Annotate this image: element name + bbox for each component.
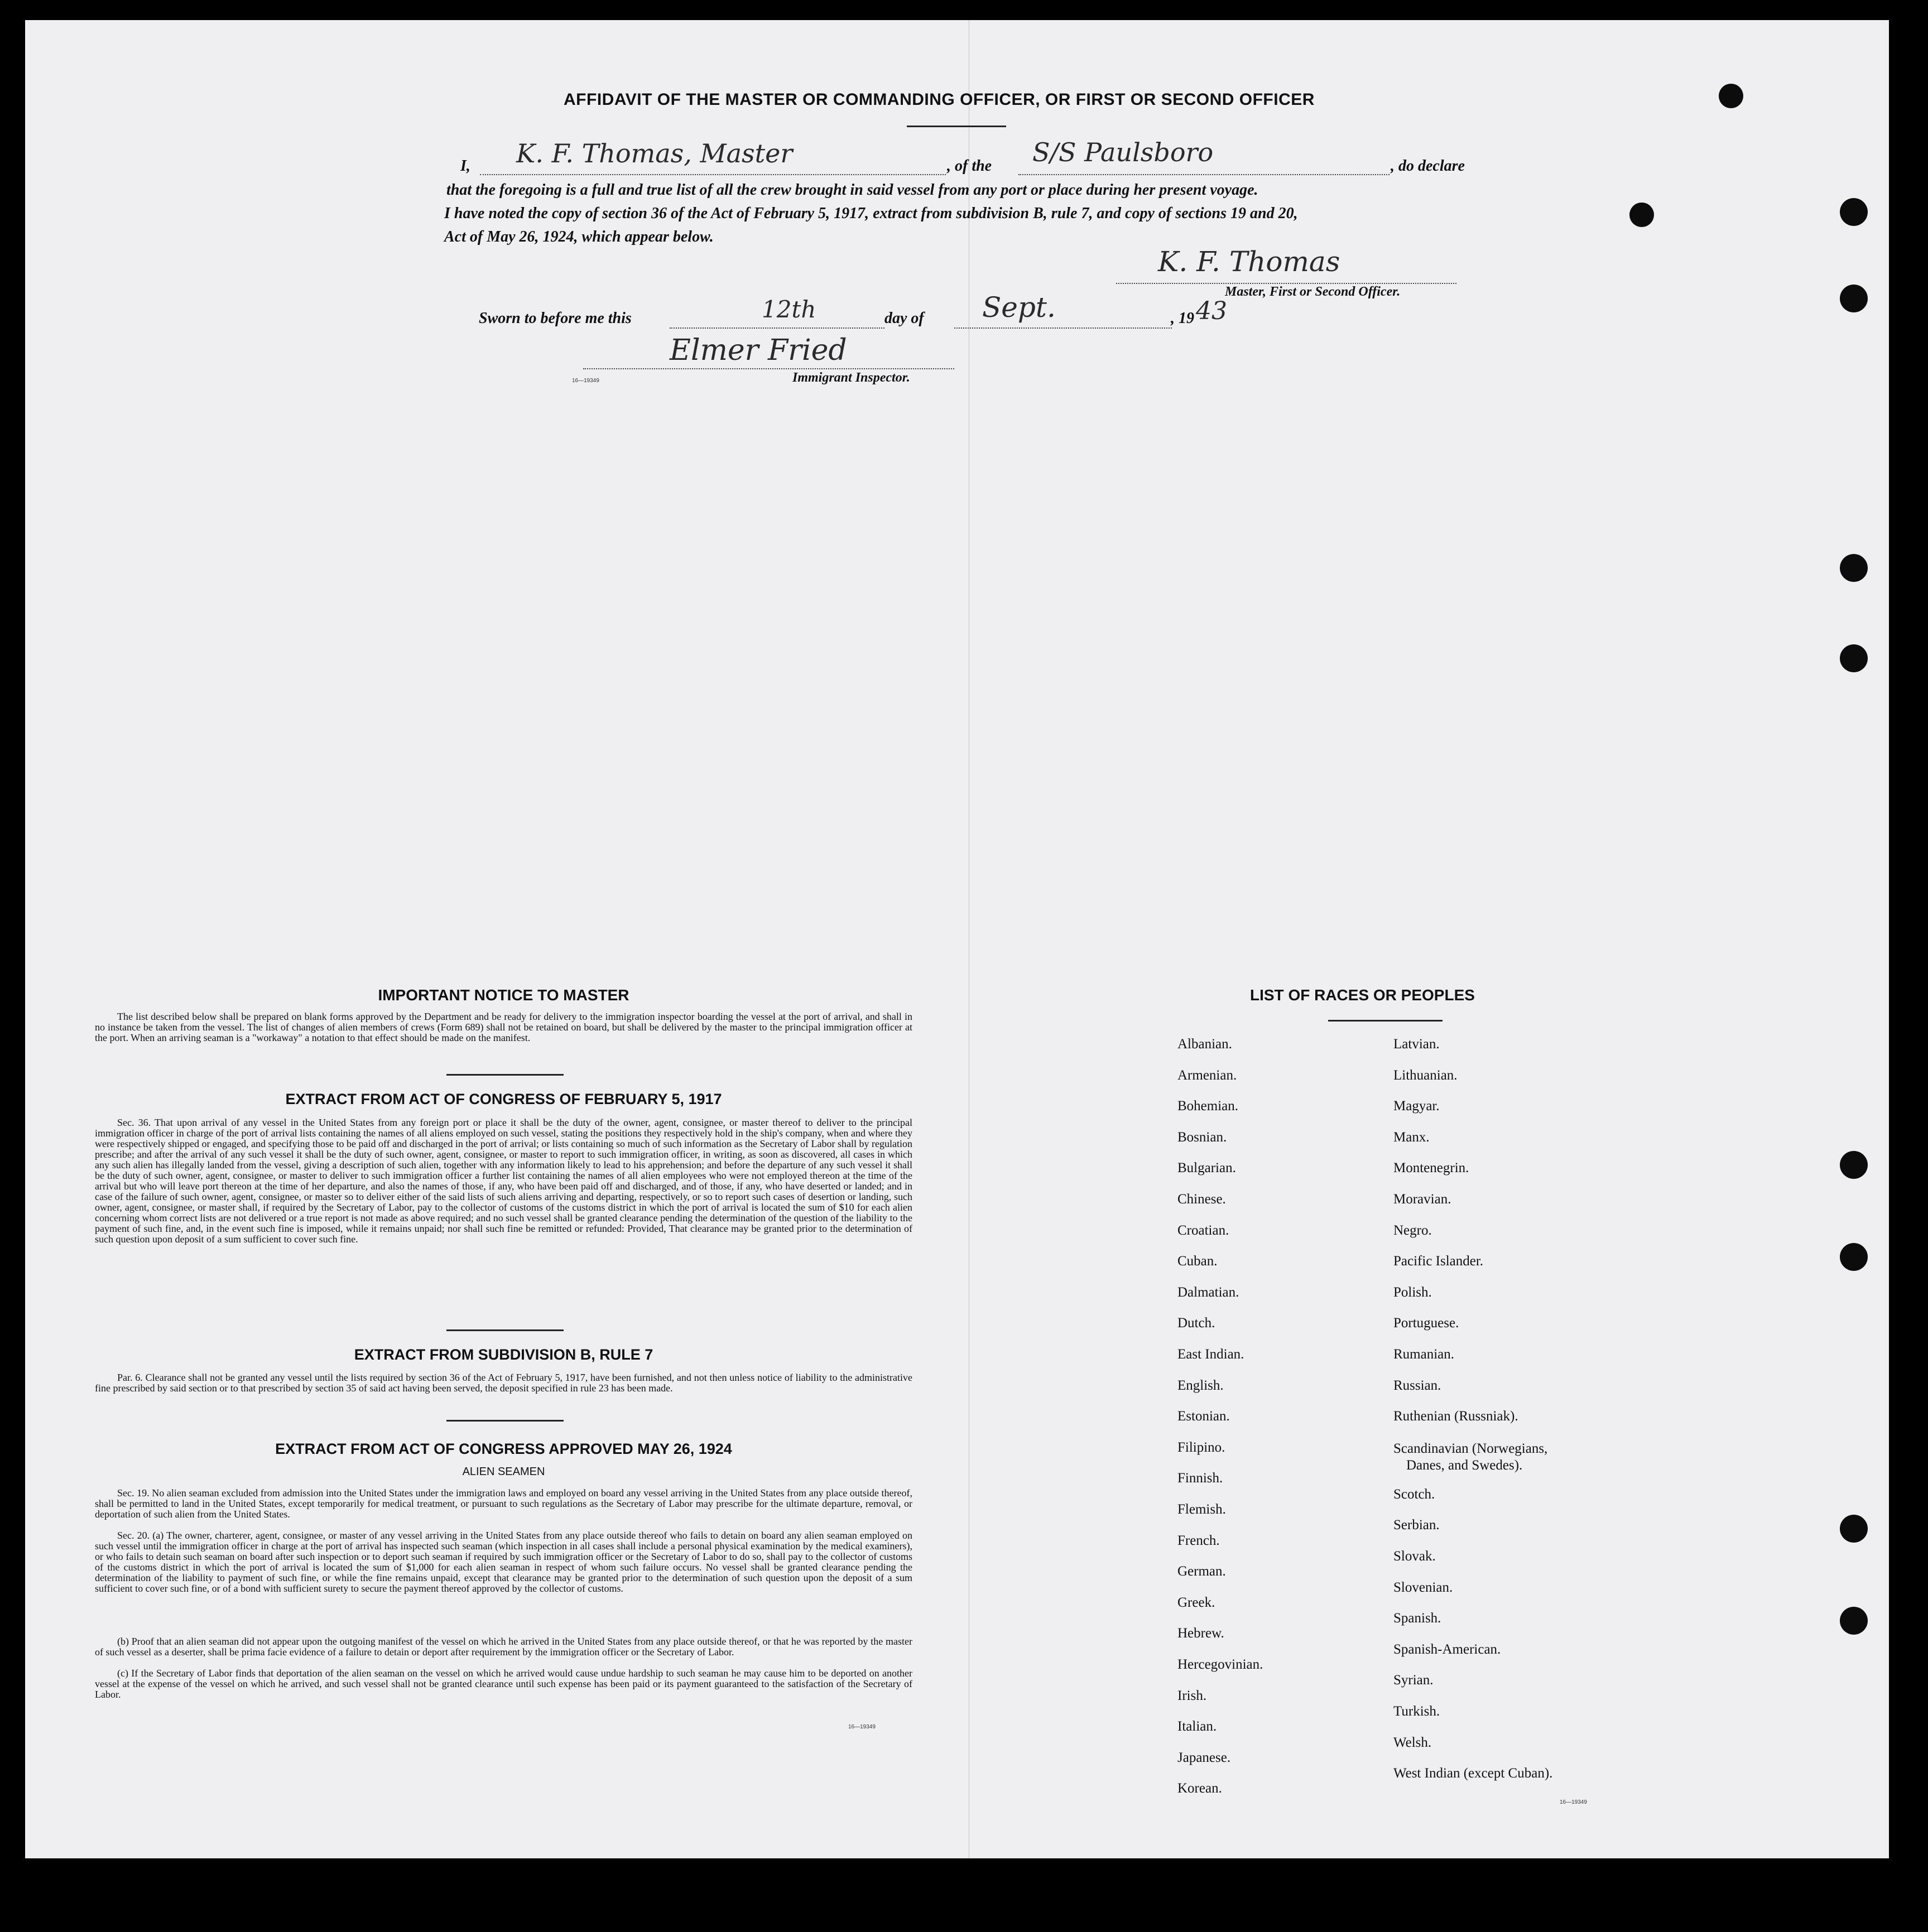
races-form-number: 16—19349 [1560, 1799, 1587, 1805]
affidavit-title: AFFIDAVIT OF THE MASTER OR COMMANDING OFFICER, OR FIRST OR SECOND OFFICER [564, 90, 1315, 109]
rule7-text: Par. 6. Clearance shall not be granted any vessel until the lists required by section 36 of the Act of February 5, 1917, have been furnished, and not then unless notice of liability to the administrative fine prescribed by said section or to that prescribed by section 35 of said act having been served, the deposit specified in rule 23 has been made. [95, 1372, 912, 1394]
race-item: Manx. [1393, 1129, 1430, 1145]
punch-hole [1840, 1515, 1868, 1543]
inspector-signature: Elmer Fried [670, 334, 847, 367]
sworn-month-line [954, 327, 1172, 329]
punch-hole [1840, 285, 1868, 312]
race-item: Polish. [1393, 1284, 1432, 1300]
race-item: English. [1177, 1377, 1224, 1393]
punch-hole [1840, 1607, 1868, 1635]
race-item: Pacific Islander. [1393, 1254, 1484, 1269]
affidavit-line-4: Act of May 26, 1924, which appear below. [444, 228, 714, 245]
affidavit-line-2: that the foregoing is a full and true list of all the crew brought in said vessel from any port or place during her present voyage. [446, 181, 1258, 199]
punch-hole [1719, 84, 1743, 108]
extract-form-number: 16—19349 [848, 1724, 876, 1730]
affidavit-line-3: I have noted the copy of section 36 of the Act of February 5, 1917, extract from subdivision B, rule 7, and copy of sections 19 and 20, [444, 205, 1298, 222]
year-prefix: , 19 [1171, 310, 1194, 327]
race-item: Filipino. [1177, 1439, 1225, 1455]
race-item: Spanish-American. [1393, 1641, 1501, 1657]
race-item: Rumanian. [1393, 1347, 1455, 1362]
notice-title: IMPORTANT NOTICE TO MASTER [378, 986, 629, 1004]
punch-hole [1840, 644, 1868, 672]
declarant-handwriting: K. F. Thomas, Master [516, 138, 793, 168]
punch-hole [1840, 1151, 1868, 1179]
race-item: Chinese. [1177, 1192, 1226, 1207]
race-item: Scotch. [1393, 1486, 1435, 1502]
notice-text: The list described below shall be prepared on blank forms approved by the Department and be ready for delivery to the immigration inspector boarding the vessel at the port of arrival, and shall in no instance be taken from the vessel. The list of changes of alien members of crews (Form 689) shall not be retained on board, but shall be delivered by the master to the principal immigration officer at the port. When an arriving seaman is a "workaway" a notation to that effect should be made on the manifest. [95, 1011, 912, 1043]
race-item: Japanese. [1177, 1750, 1231, 1765]
race-item: West Indian (except Cuban). [1393, 1766, 1553, 1781]
sworn-day-handwriting: 12th [762, 296, 816, 323]
race-item: Slovak. [1393, 1549, 1436, 1564]
title-divider [907, 126, 1006, 127]
race-item: Cuban. [1177, 1254, 1218, 1269]
race-item: Ruthenian (Russniak). [1393, 1409, 1518, 1424]
race-item: Welsh. [1393, 1735, 1432, 1750]
race-item: Montenegrin. [1393, 1160, 1469, 1176]
punch-hole [1840, 1243, 1868, 1271]
inspector-caption: Immigrant Inspector. [792, 370, 910, 385]
race-item: Finnish. [1177, 1471, 1223, 1486]
race-item: Dutch. [1177, 1316, 1215, 1331]
race-item: Serbian. [1393, 1517, 1440, 1533]
extract-1917-text: Sec. 36. That upon arrival of any vessel in the United States from any foreign port or place it shall be the duty of the owner, agent, consignee, or master thereof to deliver to the principal immigration officer in charge of the port of arrival lists containing the names of all aliens employed on such vessel, stating the positions they respectively hold in the ship's company, when and where they were respectively shipped or engaged, and specifying those to be paid off and discharged in the port of arrival; or lists containing so much of such information as the Secretary of Labor shall by regulation prescribe; and after the arrival of any such vessel it shall be the duty of such owner, agent, consignee, or master to report to such immigration officer, in writing, as soon as discovered, all cases in which any such alien has illegally landed from the vessel, giving a description of such alien, together with any information likely to lead to his apprehension; and before the departure of any such vessel it shall be the duty of such owner, agent, consignee, or master to deliver to such immigration officer a further list containing the names of all alien employees who were not employed thereon at the time of the arrival but who will leave port thereon at the time of her departure, and also the names of those, if any, who have been paid off and discharged, and of those, if any, who have deserted or landed; and in case of the failure of such owner, agent, consignee, or master so to deliver either of the said lists of such aliens arriving and departing, respectively, or so to report such cases of desertion or landing, such owner, agent, consignee, or master shall, if required by the Secretary of Labor, pay to the collector of customs of the customs district in which the port of arrival is located the sum of $10 for each alien concerning whom correct lists are not delivered or a true report is not made as above required; and no such vessel shall be granted clearance pending the determination of the question of the liability to the payment of such fine, and, in the event such fine is imposed, while it remains unpaid; nor shall such fine be remitted or refunded: Provided, That clearance may be granted prior to the determination of such question upon deposit of a sum sufficient to cover such fine. [95, 1117, 913, 1245]
vessel-handwriting: S/S Paulsboro [1032, 137, 1214, 167]
race-item: French. [1177, 1533, 1220, 1548]
race-item: Hercegovinian. [1177, 1657, 1263, 1672]
do-declare-label: , do declare [1391, 157, 1465, 175]
race-item: Negro. [1393, 1222, 1432, 1238]
day-of-label: day of [884, 310, 924, 327]
fold-crease [968, 20, 970, 1858]
declarant-line [480, 174, 946, 175]
signature-caption: Master, First or Second Officer. [1225, 285, 1401, 299]
race-item: East Indian. [1177, 1347, 1244, 1362]
signature-line [1116, 283, 1456, 284]
year-handwriting: 43 [1196, 297, 1227, 325]
punch-hole [1629, 203, 1654, 227]
race-item: Bosnian. [1177, 1129, 1227, 1145]
race-item: Croatian. [1177, 1222, 1229, 1238]
sworn-label: Sworn to before me this [479, 310, 632, 327]
race-item: Scandinavian (Norwegians, [1393, 1440, 1548, 1456]
race-item: Dalmatian. [1177, 1284, 1239, 1300]
extract-1924-title: EXTRACT FROM ACT OF CONGRESS APPROVED MAY 26, 1924 [275, 1440, 732, 1457]
race-item: Danes, and Swedes). [1406, 1457, 1523, 1473]
extract-1917-title: EXTRACT FROM ACT OF CONGRESS OF FEBRUARY 5, 1917 [285, 1091, 722, 1107]
section-divider [446, 1420, 564, 1422]
sec20a-text: Sec. 20. (a) The owner, charterer, agent, consignee, or master of any vessel arriving in the United States from any place outside thereof who fails to detain on board any alien seaman employed on such vessel until the immigration officer in charge at the port of arrival has inspected such seaman (which inspection in all cases shall include a personal physical examination by the medical examiners), or who fails to detain such seaman on board after such inspection or to deport such seaman if required by such immigration officer or the Secretary of Labor to do so, shall pay to the collector of customs of the customs district in which the port of arrival is located the sum of $1,000 for each alien seaman in respect of whom such failure occurs. No vessel shall be granted clearance pending the determination of the liability to payment of such fine, or while the fine remains unpaid, except that clearance may be granted prior to the determination of such question upon the deposit of a sum sufficient to cover such fine, or of a bond with sufficient surety to secure the payment thereof approved by the collector of customs. [95, 1530, 912, 1594]
race-item: Portuguese. [1393, 1316, 1459, 1331]
sworn-month-handwriting: Sept. [982, 291, 1056, 324]
race-item: Magyar. [1393, 1099, 1440, 1114]
race-item: Korean. [1177, 1781, 1222, 1796]
section-divider [446, 1074, 564, 1076]
inspector-line [583, 368, 954, 369]
races-title: LIST OF RACES OR PEOPLES [1250, 986, 1475, 1004]
race-item: Irish. [1177, 1688, 1207, 1703]
race-item: Armenian. [1177, 1067, 1237, 1083]
section-divider [446, 1329, 564, 1331]
master-signature: K. F. Thomas [1158, 245, 1340, 278]
punch-hole [1840, 554, 1868, 582]
of-the-label: , of the [947, 157, 992, 175]
race-item: Hebrew. [1177, 1626, 1224, 1641]
affidavit-form-number: 16—19349 [572, 378, 599, 384]
race-item: Spanish. [1393, 1611, 1441, 1626]
sec20c-text: (c) If the Secretary of Labor finds that deportation of the alien seaman on the vessel on which he arrived would cause undue hardship to such seaman he may cause him to be deported on another vessel at the expense of the vessel on which he arrived, and such vessel shall not be granted clearance until such expense has been paid or its payment guaranteed to the satisfaction of the Secretary of Labor. [95, 1668, 912, 1700]
affidavit-i-label: I, [460, 157, 470, 175]
punch-hole [1840, 198, 1868, 226]
race-item: Lithuanian. [1393, 1067, 1458, 1083]
race-item: Turkish. [1393, 1704, 1440, 1719]
race-item: Latvian. [1393, 1037, 1440, 1052]
race-item: Bulgarian. [1177, 1160, 1236, 1176]
race-item: Moravian. [1393, 1192, 1451, 1207]
vessel-line [1018, 174, 1389, 175]
race-item: Italian. [1177, 1719, 1217, 1735]
sworn-day-line [670, 327, 884, 329]
race-item: Slovenian. [1393, 1579, 1453, 1595]
race-item: Russian. [1393, 1377, 1441, 1393]
race-item: Estonian. [1177, 1409, 1230, 1424]
race-item: Flemish. [1177, 1502, 1226, 1517]
races-divider [1328, 1020, 1443, 1022]
race-item: Albanian. [1177, 1037, 1232, 1052]
race-item: Syrian. [1393, 1673, 1434, 1688]
race-item: German. [1177, 1564, 1226, 1579]
race-item: Greek. [1177, 1594, 1215, 1610]
sec19-text: Sec. 19. No alien seaman excluded from admission into the United States under the immigration laws and employed on board any vessel arriving in the United States from any place outside thereof, shall be permitted to land in the United States, except temporarily for medical treatment, or pursuant to such regulations as the Secretary of Labor may prescribe for the ultimate departure, removal, or deportation of such alien from the United States. [95, 1487, 912, 1520]
race-item: Bohemian. [1177, 1099, 1239, 1114]
rule7-title: EXTRACT FROM SUBDIVISION B, RULE 7 [354, 1346, 653, 1363]
sec20b-text: (b) Proof that an alien seaman did not appear upon the outgoing manifest of the vessel on which he arrived in the United States from any place outside thereof, or that he was reported by the master of such vessel as a deserter, shall be prima facie evidence of a failure to detain or deport after requirement by the immigration officer or the Secretary of Labor. [95, 1636, 912, 1658]
alien-seamen-subtitle: ALIEN SEAMEN [462, 1466, 545, 1478]
